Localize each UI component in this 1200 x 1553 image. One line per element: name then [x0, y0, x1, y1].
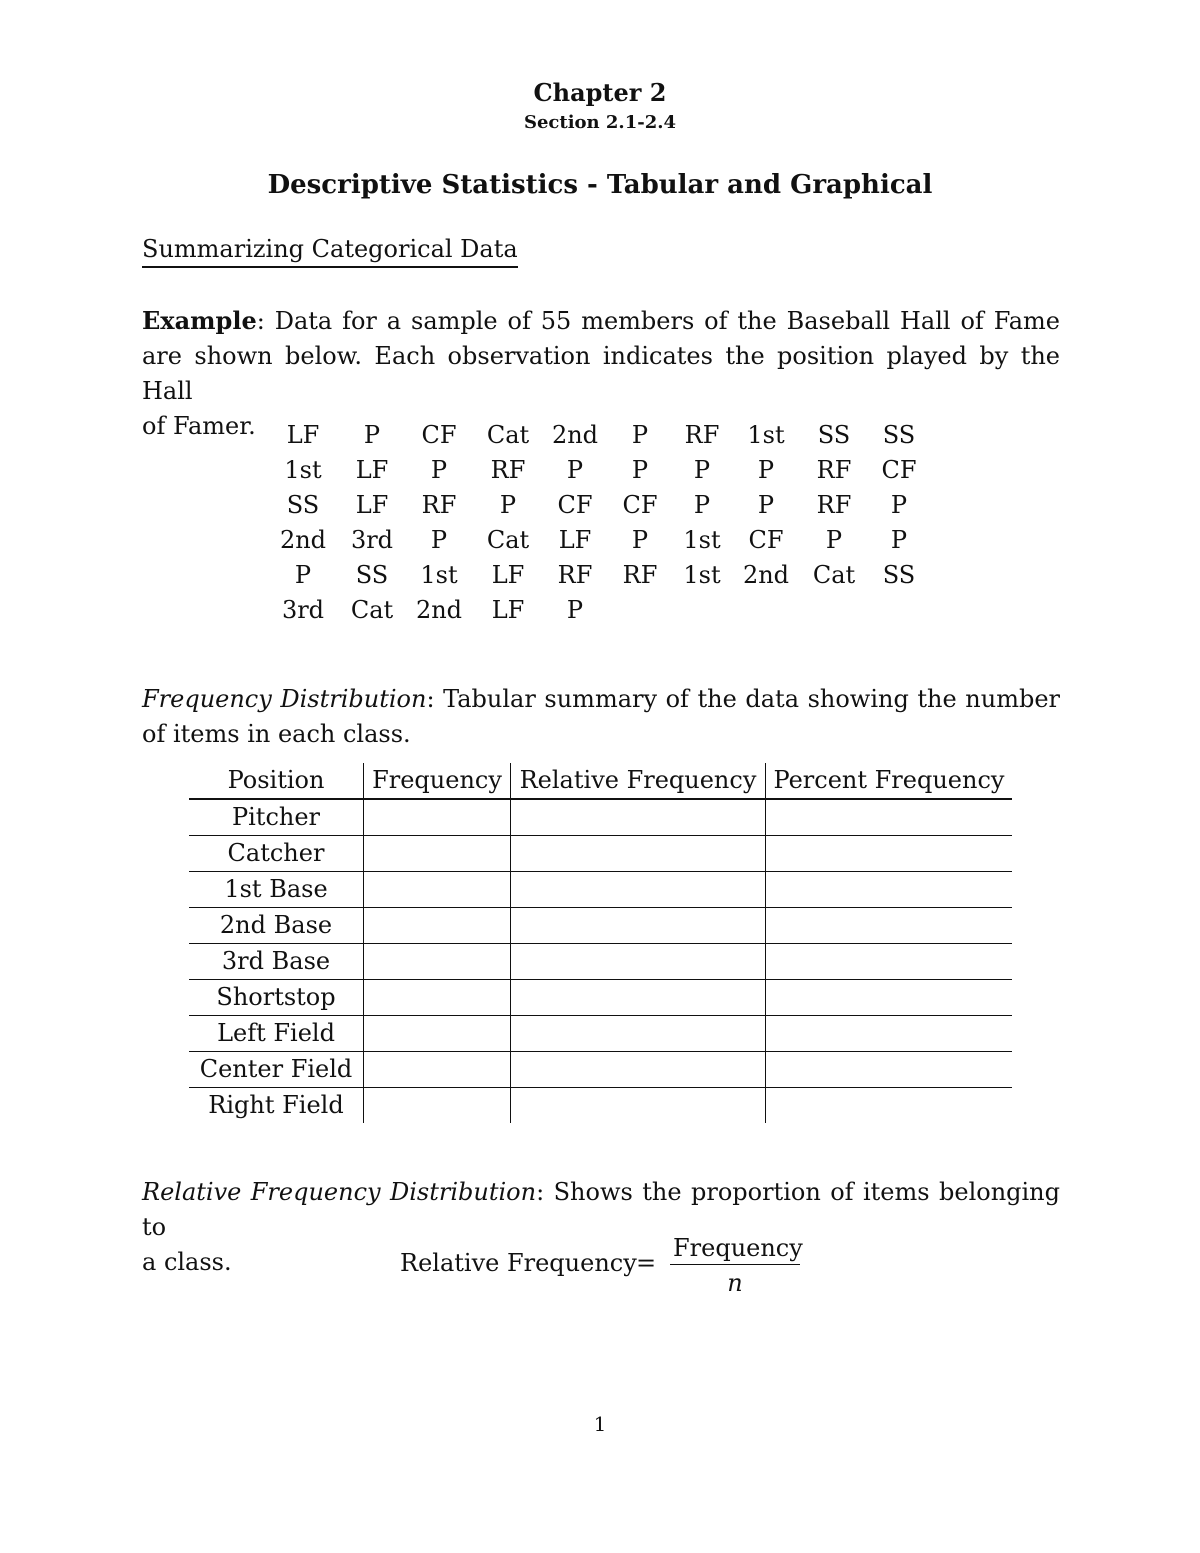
example-line-3: of Famer.: [142, 412, 256, 440]
data-cell: LF: [355, 491, 389, 519]
data-cell: P: [430, 526, 448, 554]
data-cell: P: [693, 456, 711, 484]
relative-frequency-cell: [511, 836, 766, 872]
data-cell: P: [566, 596, 584, 624]
table-row: [189, 1088, 1012, 1124]
data-cell: P: [757, 456, 775, 484]
position-label: Left Field: [189, 1016, 364, 1052]
data-cell: P: [890, 491, 908, 519]
percent-frequency-cell: [766, 908, 1013, 944]
frequency-cell: [364, 1016, 511, 1052]
data-cell: LF: [491, 561, 525, 589]
data-cell: P: [430, 456, 448, 484]
table-row: [189, 944, 1012, 980]
percent-frequency-cell: [766, 799, 1013, 836]
table-row: [189, 908, 1012, 944]
position-label: Center Field: [189, 1052, 364, 1088]
freq-line-2: of items in each class.: [142, 720, 411, 748]
data-cell: CF: [421, 421, 457, 449]
relfreq-line-2: a class.: [142, 1248, 232, 1276]
data-cell: P: [825, 526, 843, 554]
relative-frequency-cell: [511, 908, 766, 944]
percent-frequency-cell: [766, 836, 1013, 872]
percent-frequency-cell: [766, 944, 1013, 980]
relfreq-text-1: : Shows the proportion of items belonging to: [142, 1178, 1061, 1241]
frequency-cell: [364, 1052, 511, 1088]
data-cell: CF: [881, 456, 917, 484]
subheading: Summarizing Categorical Data: [142, 236, 518, 268]
data-cell: Cat: [486, 526, 530, 554]
table-row: [189, 980, 1012, 1016]
data-cell: 3rd: [281, 596, 325, 624]
data-cell: P: [499, 491, 517, 519]
data-cell: CF: [557, 491, 593, 519]
data-cell: P: [363, 421, 381, 449]
relative-frequency-cell: [511, 799, 766, 836]
data-cell: 1st: [683, 526, 721, 554]
data-cell: 1st: [420, 561, 458, 589]
section-heading: Section 2.1-2.4: [523, 112, 677, 133]
table-row: [189, 836, 1012, 872]
formula-numerator: Frequency: [670, 1232, 800, 1265]
position-label: 1st Base: [189, 872, 364, 908]
data-cell: RF: [816, 491, 852, 519]
relfreq-term: Relative Frequency Distribution: [142, 1178, 537, 1206]
data-cell: P: [890, 526, 908, 554]
data-cell: 3rd: [350, 526, 394, 554]
header-relative-frequency: Relative Frequency: [511, 763, 766, 799]
formula-denominator: n: [727, 1269, 743, 1297]
data-cell: SS: [355, 561, 389, 589]
table-row: [189, 799, 1012, 836]
frequency-distribution-paragraph: [142, 682, 1060, 752]
formula-fraction: [670, 1232, 803, 1301]
data-cell: CF: [748, 526, 784, 554]
table-header-row: [189, 763, 1012, 799]
frequency-table: [189, 763, 1012, 1123]
percent-frequency-cell: [766, 1088, 1013, 1124]
example-label: Example: [142, 306, 257, 335]
data-cell: P: [631, 421, 649, 449]
frequency-cell: [364, 908, 511, 944]
page-number: 1: [593, 1412, 607, 1436]
header-position: Position: [189, 763, 364, 799]
data-cell: P: [693, 491, 711, 519]
data-cell: 1st: [683, 561, 721, 589]
frequency-cell: [364, 980, 511, 1016]
data-cell: Cat: [486, 421, 530, 449]
data-cell: 2nd: [551, 421, 599, 449]
data-cell: RF: [490, 456, 526, 484]
freq-term: Frequency Distribution: [142, 685, 427, 713]
data-cell: RF: [684, 421, 720, 449]
example-text-1: : Data for a sample of 55 members of the Baseball Hall of Fame: [256, 307, 1060, 335]
chapter-heading: Chapter 2: [533, 78, 667, 107]
data-cell: 2nd: [415, 596, 463, 624]
data-cell: SS: [882, 421, 916, 449]
table-row: [189, 872, 1012, 908]
relative-frequency-cell: [511, 1088, 766, 1124]
data-cell: Cat: [812, 561, 856, 589]
position-label: Catcher: [189, 836, 364, 872]
data-cell: RF: [816, 456, 852, 484]
relative-frequency-cell: [511, 1016, 766, 1052]
data-cell: SS: [286, 491, 320, 519]
data-cell: LF: [286, 421, 320, 449]
example-line-2: are shown below. Each observation indicates the position played by the Hall: [142, 342, 1060, 405]
data-cell: LF: [355, 456, 389, 484]
data-cell: CF: [622, 491, 658, 519]
data-cell: 2nd: [742, 561, 790, 589]
relative-frequency-cell: [511, 980, 766, 1016]
data-cell: P: [631, 526, 649, 554]
freq-line-1: [142, 682, 1060, 717]
data-cell: Cat: [350, 596, 394, 624]
data-cell: RF: [557, 561, 593, 589]
data-cell: LF: [491, 596, 525, 624]
example-line-1: [142, 303, 1060, 339]
frequency-cell: [364, 836, 511, 872]
position-label: 3rd Base: [189, 944, 364, 980]
frequency-cell: [364, 799, 511, 836]
position-label: Shortstop: [189, 980, 364, 1016]
relative-frequency-cell: [511, 872, 766, 908]
freq-text-1: : Tabular summary of the data showing the number: [426, 685, 1060, 713]
data-cell: RF: [421, 491, 457, 519]
data-cell: P: [757, 491, 775, 519]
data-cell: RF: [622, 561, 658, 589]
data-cell: SS: [882, 561, 916, 589]
frequency-cell: [364, 872, 511, 908]
relative-frequency-cell: [511, 1052, 766, 1088]
table-row: [189, 1052, 1012, 1088]
header-frequency: Frequency: [364, 763, 511, 799]
percent-frequency-cell: [766, 980, 1013, 1016]
formula-equals: =: [636, 1249, 657, 1277]
data-cell: P: [294, 561, 312, 589]
relative-frequency-cell: [511, 944, 766, 980]
position-label: Pitcher: [189, 799, 364, 836]
data-cell: 1st: [284, 456, 322, 484]
percent-frequency-cell: [766, 872, 1013, 908]
data-cell: 2nd: [279, 526, 327, 554]
data-cell: LF: [558, 526, 592, 554]
percent-frequency-cell: [766, 1016, 1013, 1052]
page-title: Descriptive Statistics - Tabular and Graphical: [267, 170, 933, 200]
header-percent-frequency: Percent Frequency: [766, 763, 1013, 799]
data-cell: SS: [817, 421, 851, 449]
data-cell: 1st: [747, 421, 785, 449]
data-cell: P: [566, 456, 584, 484]
percent-frequency-cell: [766, 1052, 1013, 1088]
relative-frequency-formula: [400, 1232, 820, 1302]
position-data-grid: [0, 418, 1200, 638]
frequency-cell: [364, 1088, 511, 1124]
position-label: 2nd Base: [189, 908, 364, 944]
table-row: [189, 1016, 1012, 1052]
formula-lhs: Relative Frequency: [400, 1249, 637, 1277]
frequency-cell: [364, 944, 511, 980]
data-cell: P: [631, 456, 649, 484]
position-label: Right Field: [208, 1091, 344, 1119]
